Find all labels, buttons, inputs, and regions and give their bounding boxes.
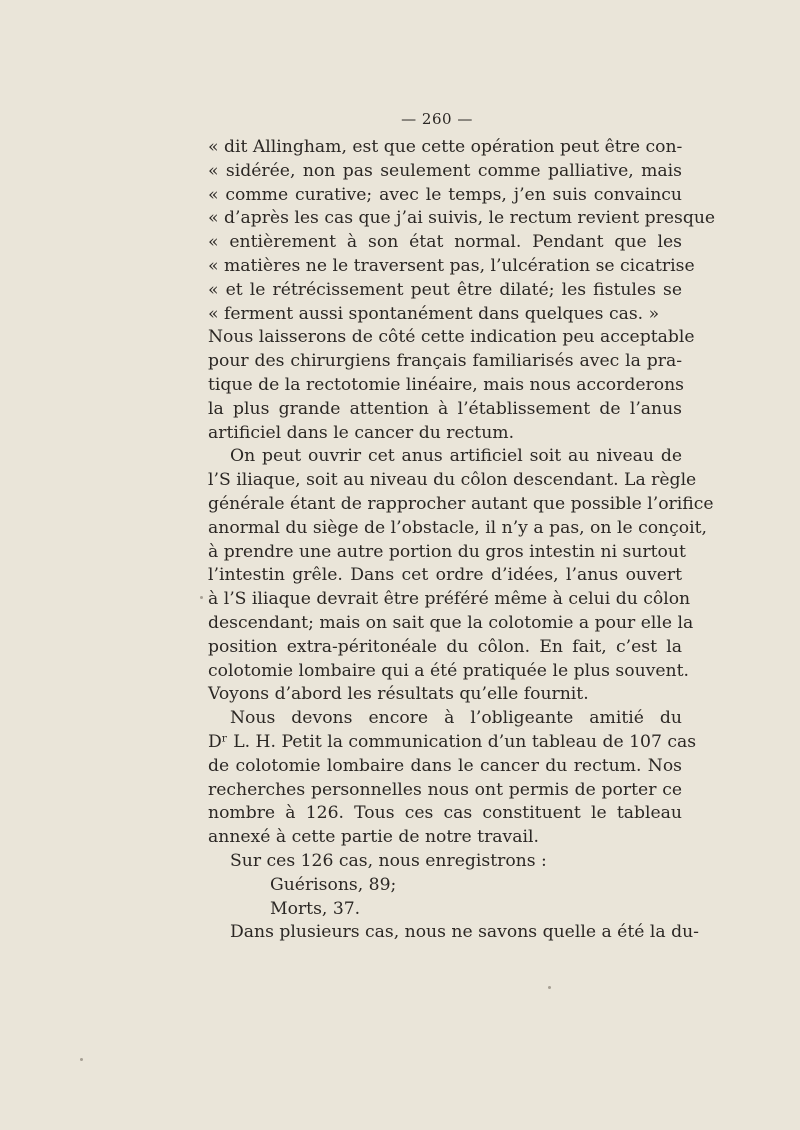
body-text — [208, 136, 716, 945]
text-line: annexé à cette partie de notre travail. — [208, 827, 539, 848]
text-line: position extra-péritonéale du côlon. En fait, c’est la — [208, 636, 682, 657]
text-line: pour des chirurgiens français familiarisés avec la pra- — [208, 351, 682, 372]
text-line: « matières ne le traversent pas, l’ulcération se cicatrise — [208, 255, 695, 276]
text-line: « entièrement à son état normal. Pendant que les — [208, 232, 682, 253]
paper-speck — [548, 986, 551, 989]
text-line: Voyons d’abord les résultats qu’elle fournit. — [208, 684, 589, 705]
text-line: On peut ouvrir cet anus artificiel soit au niveau de — [230, 446, 682, 467]
text-line: générale étant de rapprocher autant que possible l’orifice — [208, 493, 714, 514]
text-line: de colotomie lombaire dans le cancer du rectum. Nos — [208, 755, 682, 776]
text-line: anormal du siège de l’obstacle, il n’y a pas, on le conçoit, — [208, 517, 707, 538]
text-line: colotomie lombaire qui a été pratiquée le plus souvent. — [208, 660, 689, 681]
paper-speck — [200, 596, 203, 599]
text-line: l’S iliaque, soit au niveau du côlon descendant. La règle — [208, 470, 697, 491]
text-line: « comme curative; avec le temps, j’en suis convaincu — [208, 184, 682, 205]
text-line: à prendre une autre portion du gros intestin ni surtout — [208, 541, 686, 562]
text-line: Sur ces 126 cas, nous enregistrons : — [230, 850, 547, 871]
text-line: à l’S iliaque devrait être préféré même à celui du côlon — [208, 589, 691, 610]
text-line: « sidérée, non pas seulement comme palliative, mais — [208, 160, 682, 181]
text-line: Nous devons encore à l’obligeante amitié du — [230, 708, 682, 729]
paper-speck — [80, 1058, 83, 1061]
text-line: nombre à 126. Tous ces cas constituent le tableau — [208, 803, 682, 824]
text-line: Nous laisserons de côté cette indication peu acceptable — [208, 327, 695, 348]
text-line: « dit Allingham, est que cette opération peut être con- — [208, 137, 683, 157]
text-line: descendant; mais on sait que la colotomie a pour elle la — [208, 612, 694, 633]
text-line: « ferment aussi spontanément dans quelques cas. » — [208, 303, 660, 324]
text-line: « et le rétrécissement peut être dilaté; les fistules se — [208, 279, 682, 300]
text-line: artificiel dans le cancer du rectum. — [208, 422, 515, 443]
text-line: recherches personnelles nous ont permis de porter ce — [208, 779, 682, 800]
text-line: « d’après les cas que j’ai suivis, le rectum revient presque — [208, 208, 716, 229]
text-line: tique de la rectotomie linéaire, mais nous accorderons — [208, 374, 684, 395]
text-line: Dans plusieurs cas, nous ne savons quelle a été la du- — [230, 922, 699, 943]
text-line: Guérisons, 89; — [270, 874, 397, 895]
text-line: la plus grande attention à l’établissement de l’anus — [208, 398, 682, 419]
text-line: Morts, 37. — [270, 898, 361, 919]
text-line: Dʳ L. H. Petit la communication d’un tableau de 107 cas — [208, 731, 697, 752]
text-line: l’intestin grêle. Dans cet ordre d’idées, l’anus ouvert — [208, 565, 682, 586]
page-number: — 260 — — [401, 110, 473, 128]
